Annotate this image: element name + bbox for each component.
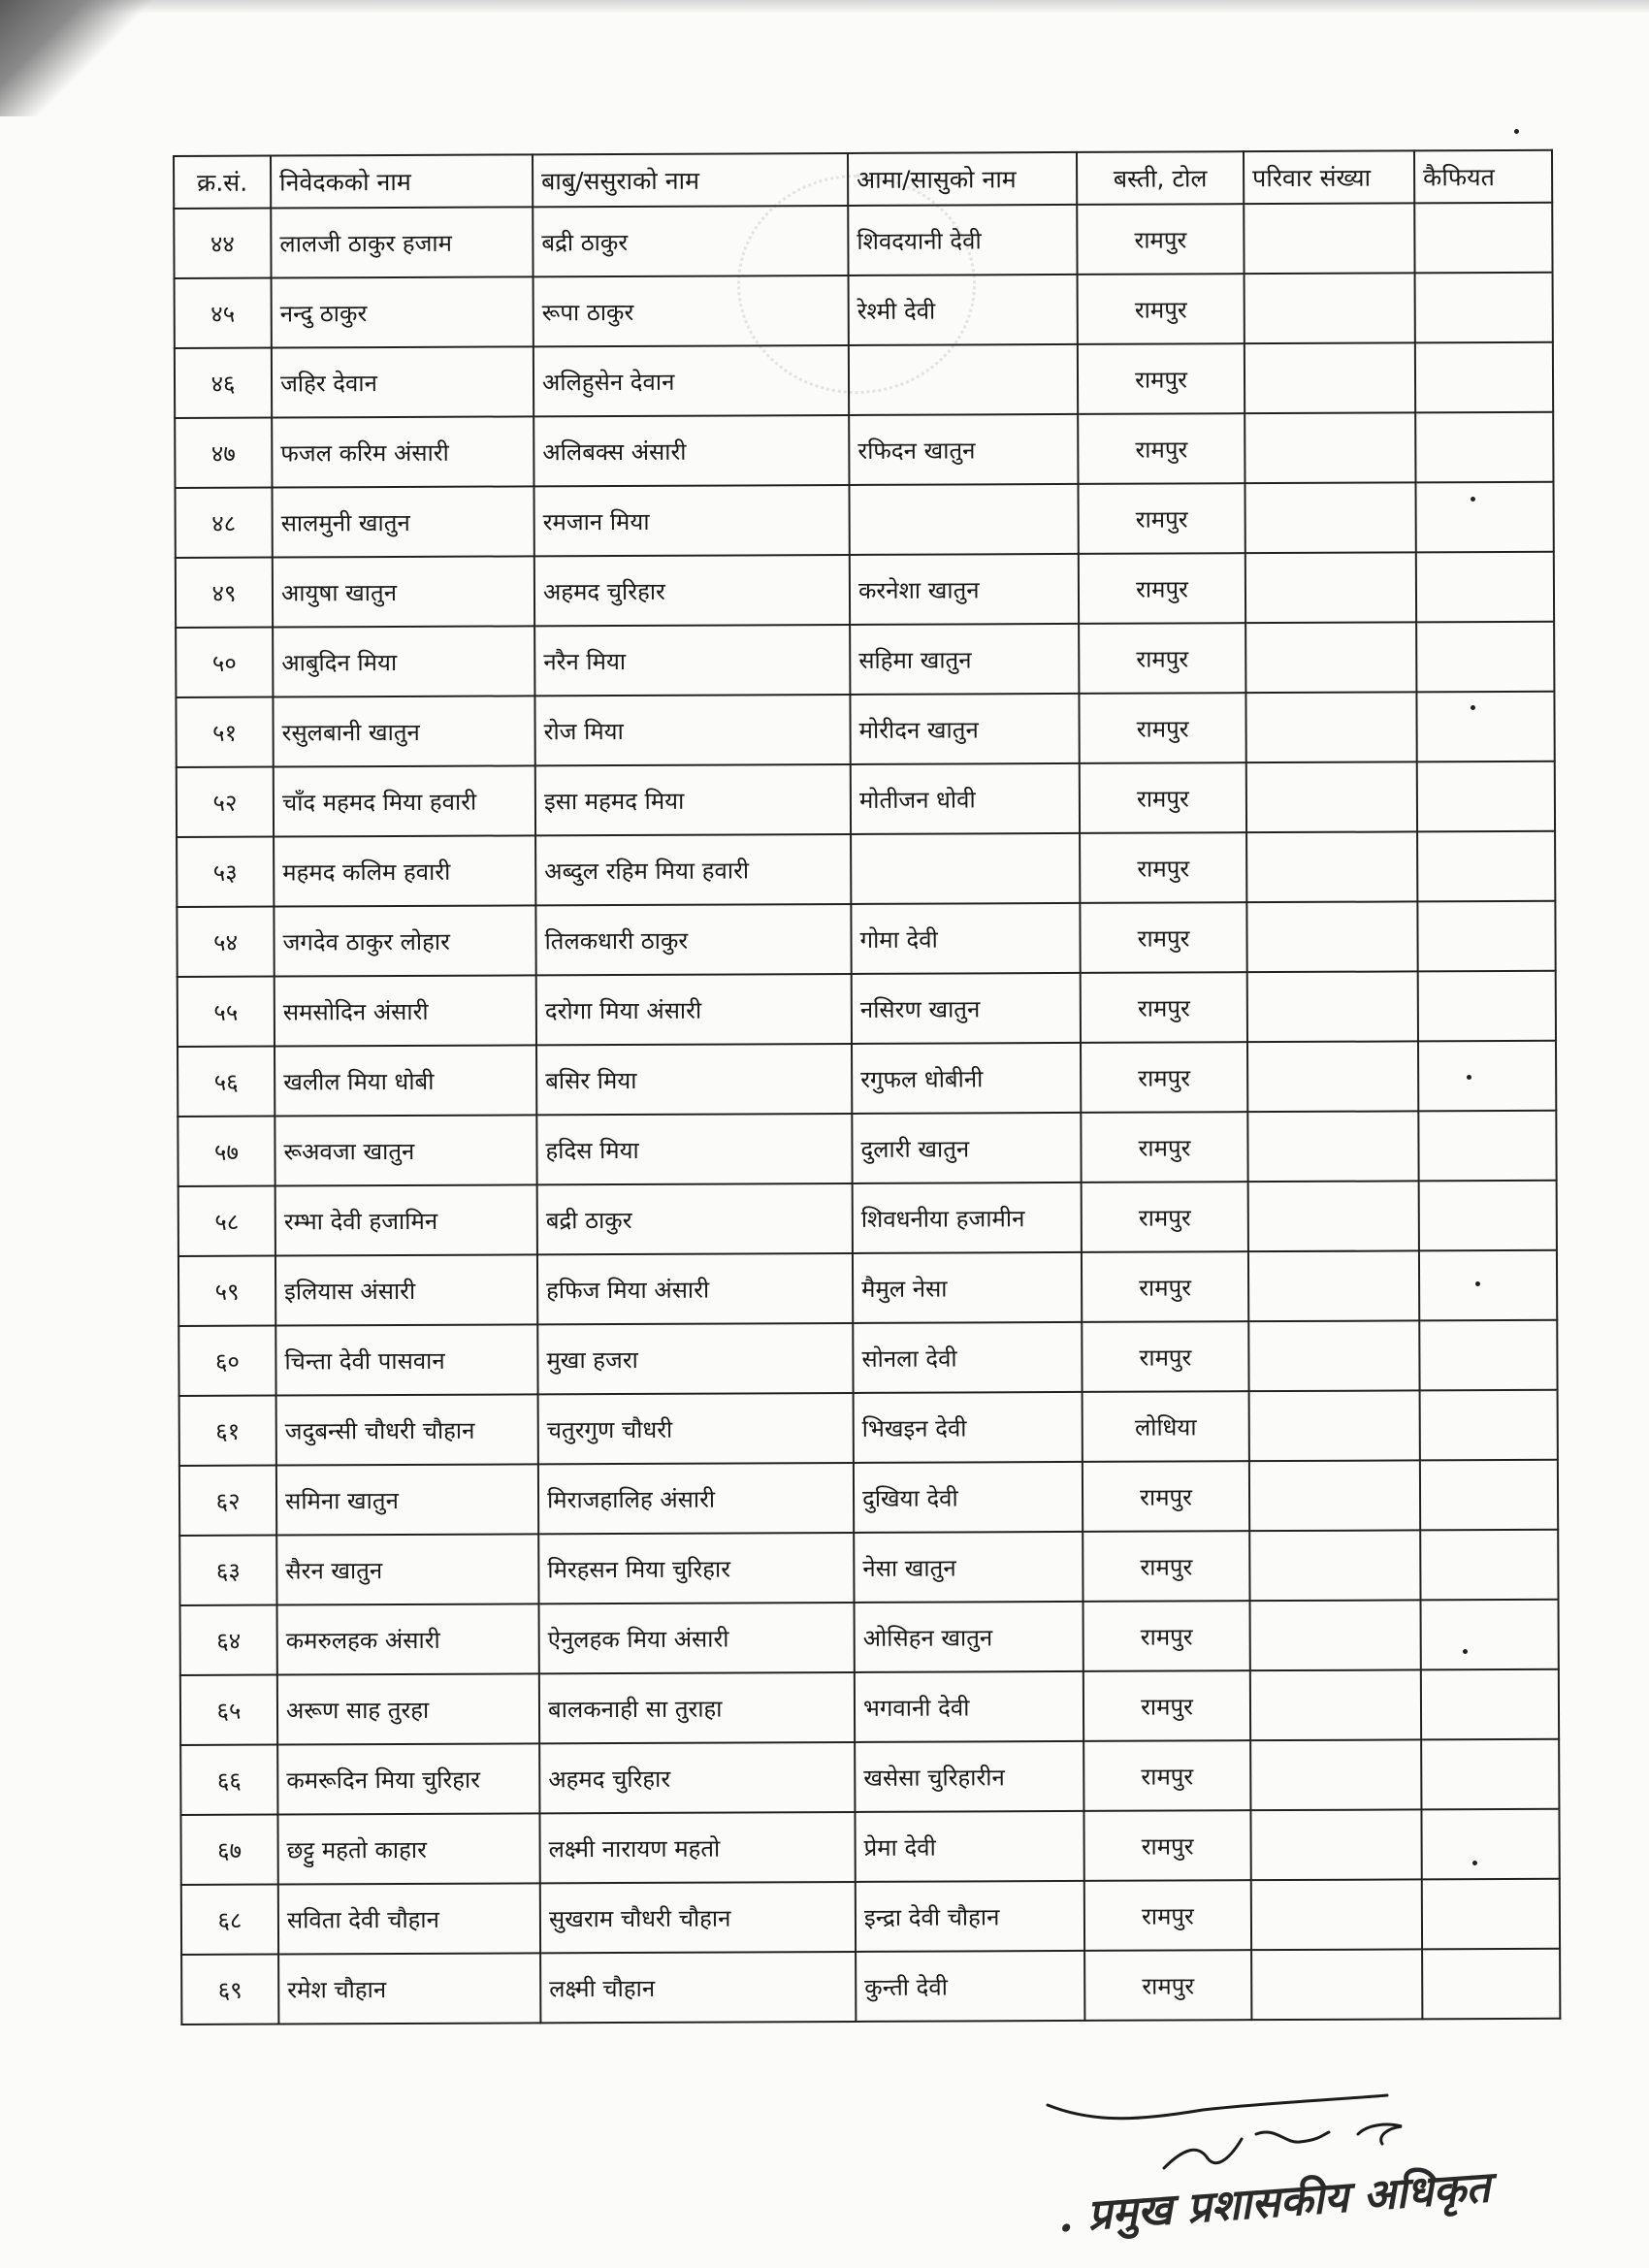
- cell-family-count: [1248, 1181, 1419, 1251]
- cell-settlement-tole: रामपुर: [1082, 1182, 1248, 1252]
- cell-father-name: हदिस मिया: [536, 1114, 852, 1184]
- cell-applicant-name: सविता देवी चौहान: [278, 1883, 540, 1954]
- table-row: [178, 1250, 1557, 1326]
- cell-mother-name: रफिदन खातुन: [849, 414, 1078, 485]
- cell-mother-name: सोनला देवी: [853, 1322, 1082, 1393]
- cell-family-count: [1245, 412, 1415, 483]
- cell-serial-number: ५३: [177, 837, 274, 907]
- cell-applicant-name: कमरूदिन मिया चुरिहार: [277, 1743, 539, 1814]
- cell-remarks: [1421, 1739, 1559, 1810]
- cell-settlement-tole: रामपुर: [1078, 483, 1245, 554]
- cell-family-count: [1248, 1320, 1419, 1391]
- cell-mother-name: नेसा खातुन: [854, 1532, 1083, 1603]
- table-row: [179, 1530, 1558, 1605]
- cell-remarks: [1422, 1949, 1560, 2020]
- cell-father-name: रूपा ठाकुर: [534, 275, 849, 346]
- cell-family-count: [1247, 971, 1418, 1042]
- cell-remarks: [1416, 622, 1554, 693]
- cell-family-count: [1246, 901, 1417, 972]
- cell-applicant-name: सैरन खातुन: [276, 1534, 538, 1604]
- header-mother-name: आमा/सासुको नाम: [848, 152, 1077, 206]
- cell-applicant-name: रसुलबानी खातुन: [273, 696, 534, 766]
- cell-family-count: [1245, 622, 1416, 693]
- cell-applicant-name: लालजी ठाकुर हजाम: [271, 207, 533, 277]
- cell-mother-name: भिखइन देवी: [854, 1392, 1083, 1463]
- cell-settlement-tole: रामपुर: [1083, 1810, 1250, 1881]
- cell-remarks: [1421, 1809, 1559, 1880]
- cell-mother-name: शिवदयानी देवी: [848, 205, 1077, 275]
- table-row: [180, 1809, 1559, 1885]
- cell-father-name: हफिज मिया अंसारी: [537, 1253, 853, 1324]
- table-row: [175, 482, 1553, 558]
- cell-remarks: [1422, 1879, 1560, 1950]
- cell-applicant-name: समसोदिन अंसारी: [275, 975, 536, 1046]
- header-applicant-name: निवेदकको नाम: [271, 154, 533, 208]
- table-row: [174, 203, 1552, 278]
- cell-remarks: [1415, 482, 1553, 553]
- cell-father-name: रोज मिया: [534, 695, 850, 765]
- cell-applicant-name: महमद कलिम हवारी: [274, 835, 535, 906]
- cell-mother-name: करनेशा खातुन: [850, 554, 1079, 625]
- cell-remarks: [1421, 1600, 1559, 1670]
- header-father-name: बाबु/ससुराको नाम: [533, 153, 848, 207]
- cell-father-name: बालकनाही सा तुराहा: [539, 1672, 855, 1743]
- cell-father-name: बसिर मिया: [536, 1044, 852, 1115]
- cell-serial-number: ५०: [176, 628, 273, 697]
- scan-speck: [1475, 1281, 1480, 1286]
- cell-applicant-name: चिन्ता देवी पासवान: [275, 1324, 537, 1395]
- cell-serial-number: ६८: [181, 1885, 278, 1955]
- cell-serial-number: ४५: [175, 278, 272, 348]
- cell-remarks: [1420, 1390, 1558, 1461]
- cell-mother-name: मोतीजन धोवी: [851, 763, 1080, 834]
- cell-settlement-tole: रामपुर: [1078, 413, 1245, 484]
- cell-mother-name: भगवानी देवी: [855, 1671, 1083, 1742]
- cell-remarks: [1420, 1460, 1558, 1531]
- cell-applicant-name: फजल करिम अंसारी: [272, 416, 534, 487]
- cell-serial-number: ५१: [176, 697, 273, 767]
- cell-applicant-name: आबुदिन मिया: [273, 626, 534, 697]
- cell-family-count: [1245, 552, 1416, 623]
- table-row: [175, 342, 1553, 418]
- cell-serial-number: ४४: [174, 209, 271, 278]
- header-family-count: परिवार संख्या: [1244, 150, 1414, 204]
- cell-remarks: [1419, 1320, 1557, 1391]
- cell-mother-name: [849, 344, 1078, 415]
- cell-father-name: लक्ष्मी नारायण महतो: [539, 1812, 855, 1883]
- cell-serial-number: ४८: [175, 488, 272, 558]
- cell-father-name: बद्री ठाकुर: [533, 206, 848, 276]
- cell-serial-number: ५६: [178, 1047, 275, 1117]
- signatory-title: . प्रमुख प्रशासकीय अधिकृत: [1055, 2162, 1492, 2243]
- cell-father-name: तिलकधारी ठाकुर: [535, 904, 851, 975]
- cell-serial-number: ६३: [179, 1536, 276, 1605]
- cell-serial-number: ५२: [177, 767, 274, 837]
- header-remarks: कैफियत: [1414, 150, 1552, 204]
- table-row: [178, 971, 1556, 1047]
- cell-serial-number: ४९: [176, 558, 273, 628]
- cell-remarks: [1417, 761, 1555, 832]
- cell-father-name: अलिहुसेन देवान: [534, 345, 849, 416]
- cell-father-name: इसा महमद मिया: [535, 764, 851, 835]
- cell-settlement-tole: रामपुर: [1083, 1461, 1249, 1532]
- cell-remarks: [1414, 203, 1552, 274]
- cell-family-count: [1244, 203, 1414, 274]
- cell-father-name: ऐनुलहक मिया अंसारी: [539, 1603, 855, 1673]
- cell-remarks: [1420, 1530, 1558, 1601]
- cell-serial-number: ४७: [175, 418, 272, 488]
- cell-family-count: [1247, 1111, 1418, 1182]
- cell-serial-number: ६०: [178, 1326, 275, 1396]
- table-row: [177, 831, 1555, 907]
- cell-applicant-name: इलियास अंसारी: [275, 1254, 537, 1325]
- cell-family-count: [1250, 1600, 1421, 1670]
- cell-mother-name: खसेसा चुरिहारीन: [855, 1741, 1083, 1812]
- cell-settlement-tole: रामपुर: [1084, 1950, 1251, 2021]
- cell-settlement-tole: रामपुर: [1081, 1112, 1247, 1183]
- table-row: [177, 761, 1555, 837]
- cell-settlement-tole: रामपुर: [1079, 623, 1245, 694]
- table-row: [177, 901, 1555, 977]
- cell-father-name: अहमद चुरिहार: [539, 1742, 855, 1813]
- cell-father-name: मिराजहालिह अंसारी: [538, 1463, 854, 1534]
- cell-family-count: [1248, 1250, 1419, 1321]
- cell-mother-name: मैमुल नेसा: [853, 1252, 1082, 1323]
- table-row: [180, 1600, 1559, 1675]
- cell-applicant-name: जदुबन्सी चौधरी चौहान: [276, 1394, 538, 1465]
- cell-family-count: [1249, 1390, 1420, 1461]
- cell-mother-name: ओसिहन खातुन: [855, 1602, 1083, 1672]
- cell-applicant-name: चाँद महमद मिया हवारी: [274, 765, 535, 836]
- cell-settlement-tole: रामपुर: [1078, 274, 1245, 344]
- cell-serial-number: ६२: [179, 1466, 276, 1536]
- cell-serial-number: ४६: [175, 348, 272, 418]
- cell-serial-number: ५८: [178, 1186, 275, 1256]
- table-row: [175, 273, 1553, 348]
- scan-speck: [1514, 129, 1519, 134]
- table-row: [176, 552, 1554, 628]
- cell-settlement-tole: रामपुर: [1084, 1880, 1251, 1951]
- cell-settlement-tole: रामपुर: [1080, 762, 1246, 833]
- scan-speck: [1471, 497, 1475, 502]
- cell-applicant-name: अरूण साह तुरहा: [277, 1673, 539, 1744]
- folded-page-corner: [0, 0, 165, 116]
- cell-father-name: दरोगा मिया अंसारी: [536, 974, 852, 1045]
- table-row: [176, 692, 1554, 767]
- cell-applicant-name: सालमुनी खातुन: [272, 486, 534, 557]
- cell-serial-number: ६६: [180, 1745, 277, 1815]
- table-row: [179, 1390, 1558, 1466]
- scan-speck: [1471, 705, 1475, 710]
- cell-family-count: [1246, 761, 1417, 832]
- cell-remarks: [1416, 552, 1554, 623]
- cell-family-count: [1245, 342, 1415, 413]
- scan-speck: [1472, 1861, 1477, 1865]
- cell-family-count: [1245, 482, 1415, 553]
- table-row: [175, 412, 1553, 488]
- table-row: [180, 1739, 1559, 1815]
- table-row: [180, 1669, 1559, 1745]
- cell-settlement-tole: रामपुर: [1079, 553, 1245, 624]
- cell-father-name: अहमद चुरिहार: [534, 555, 850, 626]
- cell-family-count: [1250, 1809, 1421, 1880]
- cell-family-count: [1249, 1460, 1420, 1531]
- cell-family-count: [1246, 831, 1417, 902]
- cell-settlement-tole: रामपुर: [1080, 832, 1246, 903]
- cell-settlement-tole: रामपुर: [1081, 1042, 1247, 1113]
- cell-remarks: [1415, 342, 1553, 413]
- cell-applicant-name: कमरुलहक अंसारी: [277, 1604, 539, 1674]
- cell-mother-name: दुलारी खातुन: [852, 1113, 1081, 1183]
- applicant-register-table: [173, 149, 1561, 2025]
- cell-remarks: [1415, 412, 1553, 483]
- cell-father-name: लक्ष्मी चौहान: [540, 1952, 856, 2023]
- cell-family-count: [1245, 273, 1415, 343]
- cell-serial-number: ६४: [180, 1605, 277, 1675]
- cell-applicant-name: रूअवजा खातुन: [275, 1115, 536, 1185]
- table-header-row: [174, 150, 1552, 209]
- table-row: [176, 622, 1554, 697]
- cell-remarks: [1417, 901, 1555, 972]
- cell-settlement-tole: रामपुर: [1082, 1251, 1248, 1322]
- cell-remarks: [1421, 1669, 1559, 1740]
- cell-family-count: [1247, 1041, 1418, 1112]
- cell-mother-name: इन्द्रा देवी चौहान: [856, 1881, 1084, 1952]
- cell-father-name: रमजान मिया: [534, 485, 849, 556]
- cell-remarks: [1419, 1181, 1557, 1251]
- cell-serial-number: ६५: [180, 1675, 277, 1745]
- cell-mother-name: मोरीदन खातुन: [850, 694, 1079, 764]
- cell-serial-number: ६१: [179, 1396, 276, 1466]
- cell-remarks: [1416, 692, 1554, 762]
- table-row: [178, 1320, 1557, 1396]
- cell-father-name: अब्दुल रहिम मिया हवारी: [535, 834, 851, 905]
- cell-remarks: [1418, 1111, 1556, 1182]
- table-row: [179, 1460, 1558, 1536]
- cell-applicant-name: रम्भा देवी हजामिन: [275, 1184, 537, 1255]
- scan-top-shadow: [0, 0, 1649, 14]
- cell-father-name: अलिबक्स अंसारी: [534, 415, 849, 486]
- cell-settlement-tole: रामपुर: [1083, 1670, 1250, 1741]
- cell-remarks: [1418, 971, 1556, 1042]
- cell-serial-number: ५९: [178, 1256, 275, 1326]
- cell-settlement-tole: रामपुर: [1077, 204, 1244, 275]
- cell-settlement-tole: रामपुर: [1079, 693, 1245, 763]
- cell-father-name: चतुरगुण चौधरी: [538, 1393, 854, 1464]
- cell-family-count: [1245, 692, 1416, 762]
- cell-family-count: [1250, 1669, 1421, 1740]
- cell-father-name: नरैन मिया: [534, 625, 850, 696]
- cell-father-name: सुखराम चौधरी चौहान: [540, 1882, 856, 1953]
- cell-settlement-tole: लोधिया: [1083, 1391, 1249, 1462]
- cell-remarks: [1415, 273, 1553, 343]
- cell-family-count: [1251, 1879, 1422, 1950]
- table-body: [174, 203, 1560, 2025]
- cell-settlement-tole: रामपुर: [1080, 902, 1246, 973]
- table-row: [178, 1181, 1557, 1256]
- header-serial-number: क्र.सं.: [174, 156, 271, 209]
- cell-remarks: [1419, 1250, 1557, 1321]
- cell-mother-name: रगुफल धोबीनी: [852, 1043, 1081, 1114]
- cell-settlement-tole: रामपुर: [1078, 343, 1245, 414]
- cell-mother-name: सहिमा खातुन: [850, 624, 1079, 695]
- cell-father-name: बद्री ठाकुर: [537, 1183, 853, 1254]
- cell-settlement-tole: रामपुर: [1083, 1601, 1250, 1671]
- cell-serial-number: ५५: [178, 977, 275, 1047]
- cell-remarks: [1418, 1041, 1556, 1112]
- cell-applicant-name: जगदेव ठाकुर लोहार: [274, 905, 535, 976]
- cell-mother-name: शिवधनीया हजामीन: [853, 1183, 1082, 1253]
- cell-father-name: मिरहसन मिया चुरिहार: [538, 1533, 854, 1604]
- cell-settlement-tole: रामपुर: [1082, 1321, 1248, 1392]
- cell-remarks: [1417, 831, 1555, 902]
- cell-applicant-name: समिना खातुन: [276, 1464, 538, 1535]
- header-settlement-tole: बस्ती, टोल: [1077, 151, 1244, 205]
- cell-applicant-name: नन्दु ठाकुर: [272, 276, 534, 347]
- cell-serial-number: ६९: [181, 1955, 278, 2025]
- cell-applicant-name: रमेश चौहान: [278, 1953, 540, 2024]
- cell-applicant-name: छट्टु महतो काहार: [277, 1813, 539, 1884]
- cell-applicant-name: आयुषा खातुन: [273, 556, 534, 627]
- cell-settlement-tole: रामपुर: [1081, 972, 1247, 1043]
- cell-applicant-name: जहिर देवान: [272, 346, 534, 417]
- cell-mother-name: रेश्मी देवी: [849, 275, 1078, 345]
- table-row: [178, 1111, 1556, 1186]
- cell-mother-name: नसिरण खातुन: [852, 973, 1081, 1044]
- cell-serial-number: ५७: [178, 1117, 275, 1186]
- cell-mother-name: गोमा देवी: [851, 903, 1080, 974]
- cell-mother-name: दुखिया देवी: [854, 1462, 1083, 1533]
- cell-mother-name: [851, 833, 1080, 904]
- cell-serial-number: ५४: [177, 907, 274, 977]
- cell-mother-name: [849, 484, 1078, 555]
- table-row: [181, 1879, 1560, 1955]
- cell-applicant-name: खलील मिया धोबी: [275, 1045, 536, 1116]
- cell-father-name: मुखा हजरा: [537, 1323, 853, 1394]
- cell-family-count: [1251, 1949, 1422, 2020]
- cell-family-count: [1249, 1530, 1420, 1601]
- cell-family-count: [1250, 1739, 1421, 1810]
- cell-settlement-tole: रामपुर: [1083, 1531, 1249, 1602]
- table-row: [178, 1041, 1556, 1117]
- cell-settlement-tole: रामपुर: [1083, 1740, 1250, 1811]
- table-row: [181, 1949, 1560, 2025]
- scan-speck: [1467, 1075, 1471, 1080]
- cell-mother-name: प्रेमा देवी: [855, 1811, 1083, 1882]
- cell-mother-name: कुन्ती देवी: [856, 1951, 1084, 2022]
- cell-serial-number: ६७: [180, 1815, 277, 1885]
- scan-speck: [1463, 1649, 1468, 1654]
